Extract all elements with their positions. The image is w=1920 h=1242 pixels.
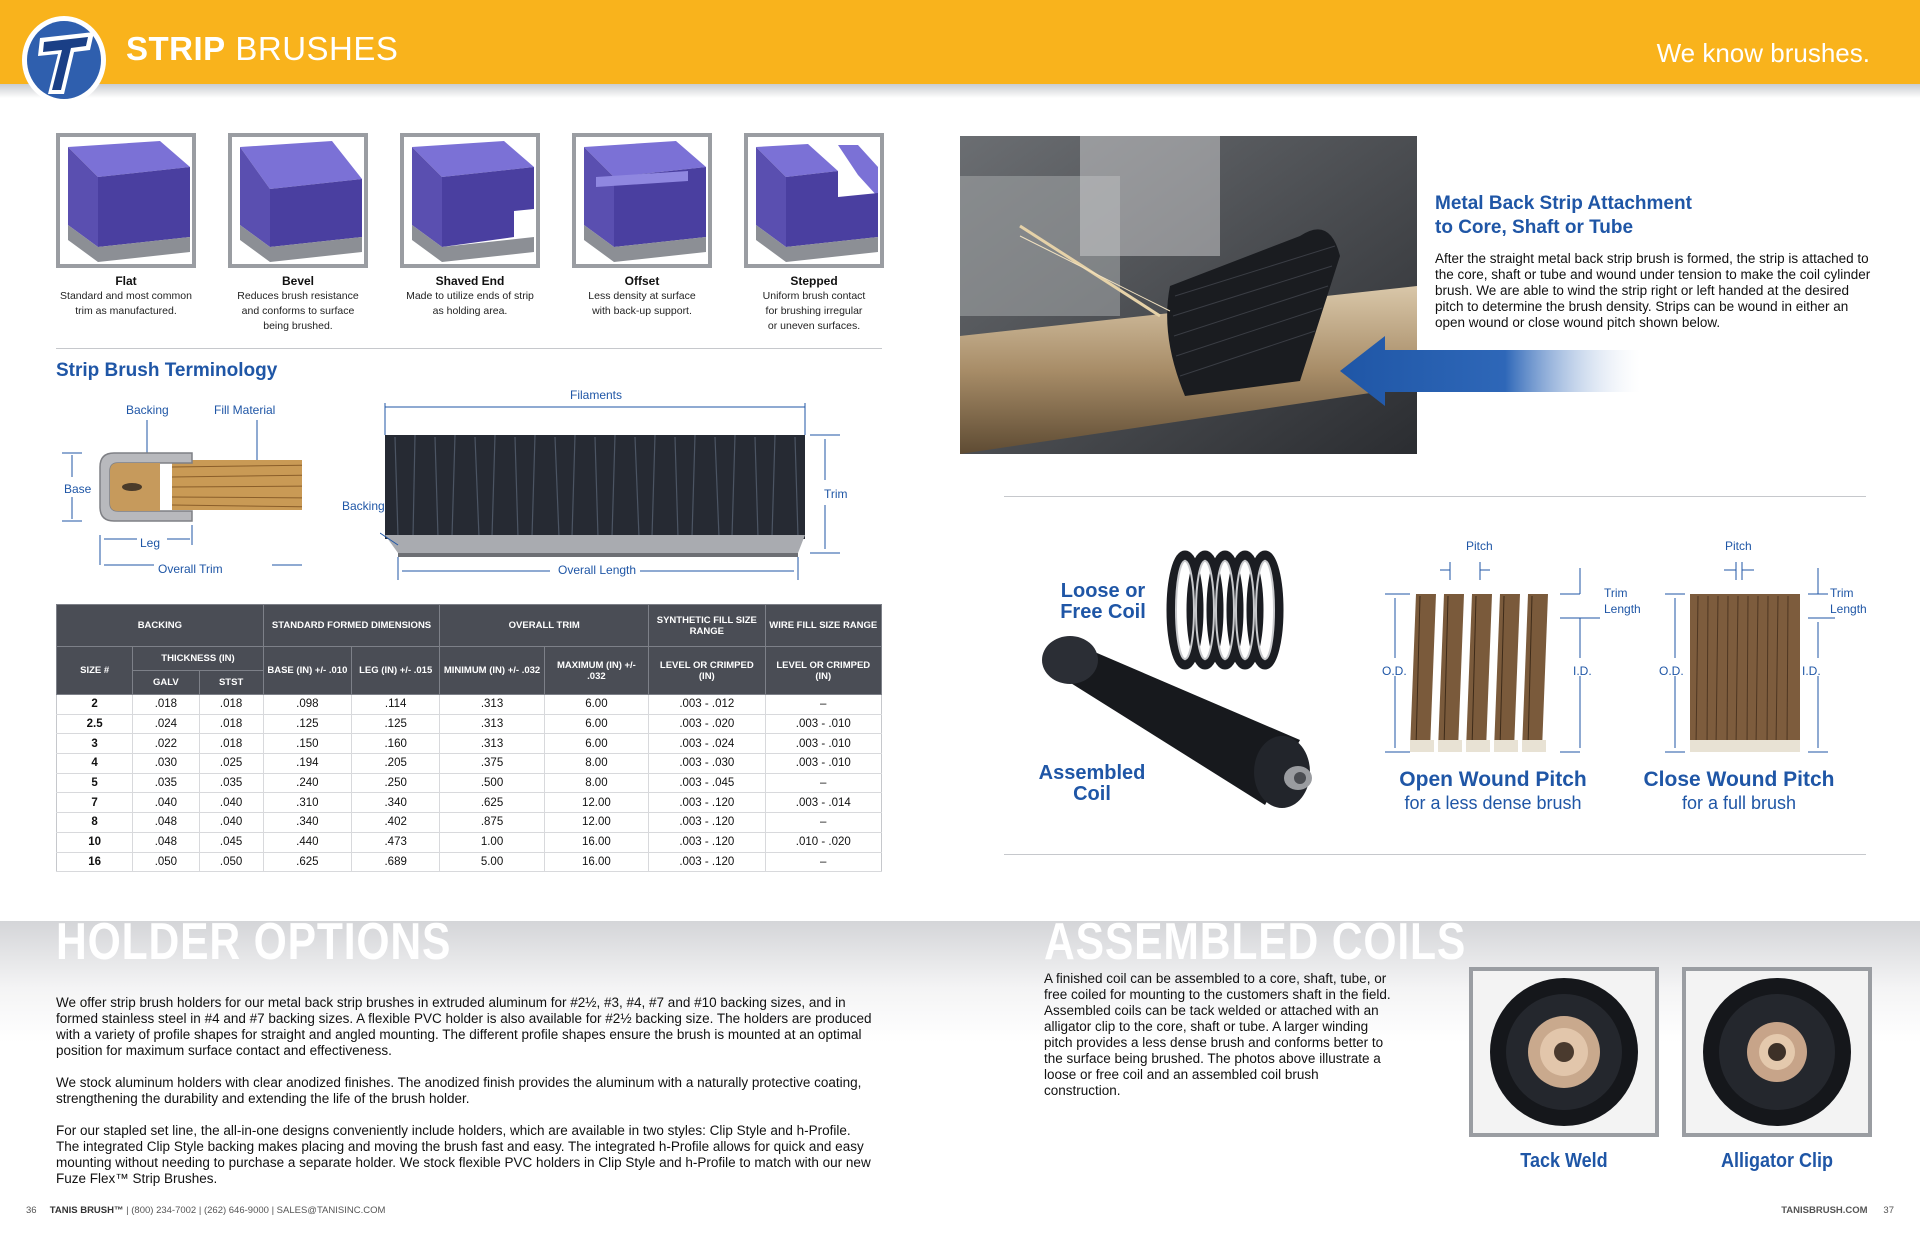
table-cell: .050 [199,852,263,872]
strip-brush-diagram [380,395,880,585]
table-cell: .024 [133,714,199,734]
table-row [57,773,882,793]
table-cell: .035 [199,773,263,793]
attachment-heading-line: Metal Back Strip Attachment [1435,193,1692,214]
label-backing-strip: Backing [342,499,385,513]
table-cell: .402 [352,813,440,833]
holder-options-body [56,995,876,1203]
alligator-clip-photo [1682,967,1872,1137]
trim-bevel-image [228,133,368,268]
open-wound-title: Open Wound Pitch [1399,768,1587,791]
title-light: BRUSHES [235,30,399,67]
label-overall-length: Overall Length [558,563,637,577]
table-cell: 12.00 [544,813,648,833]
close-od-label: O.D. [1659,664,1684,678]
th-backing: BACKING [57,605,264,647]
table-cell: .003 - .045 [649,773,765,793]
table-cell: .114 [352,695,440,715]
trim-shaved-end-desc [400,289,540,319]
trim-offset-desc [572,289,712,319]
table-cell: .689 [352,852,440,872]
coil-illustration [1010,540,1340,840]
holder-options-heading: HOLDER OPTIONS [56,913,452,971]
tanis-logo-icon [18,12,110,112]
page-number-left: 36 [26,1205,37,1216]
table-cell: 16.00 [544,832,648,852]
divider [56,348,882,349]
open-wound-subtitle: for a less dense brush [1404,793,1582,813]
table-row [57,714,882,734]
trim-flat-image [56,133,196,268]
open-od-label: O.D. [1382,664,1407,678]
trim-flat-desc [56,289,196,319]
th-standard: STANDARD FORMED DIMENSIONS [263,605,440,647]
table-cell: .018 [199,734,263,754]
th-wire: WIRE FILL SIZE RANGE [765,605,881,647]
trim-shaved-end [400,133,540,319]
attachment-body: After the straight metal back strip brush is formed, the strip is attached to the core, shaft or tube and wound under tension to make the coil cylinder brush. We are able to wind the strip right or left handed at the desired pitch to determine the brush density. Strips can be wound in either an open wound or close wound pitch shown below. [1435,251,1871,330]
table-cell: 2 [57,695,133,715]
table-cell: .003 - .030 [649,754,765,774]
table-cell: .194 [263,754,351,774]
spec-table [56,604,882,872]
table-cell: 12.00 [544,793,648,813]
arrow-left-icon [1340,336,1640,406]
trim-desc-line: with back-up support. [592,305,692,317]
table-cell: 4 [57,754,133,774]
table-cell: .048 [133,813,199,833]
table-cell: .205 [352,754,440,774]
close-trim-label: Trim [1830,586,1854,600]
table-cell: 8 [57,813,133,833]
trim-bevel-name: Bevel [281,274,315,288]
table-cell: 5.00 [440,852,544,872]
table-cell: .240 [263,773,351,793]
assembled-coil-label-line: Coil [1073,783,1111,805]
th-max: MAXIMUM (IN) +/- .032 [544,647,648,695]
backing-cross-section-diagram [52,415,302,575]
attachment-heading-line: to Core, Shaft or Tube [1435,217,1634,238]
svg-text:®: ® [98,103,104,110]
table-cell: .340 [263,813,351,833]
trim-offset [572,133,712,319]
table-cell: .048 [133,832,199,852]
table-cell: .003 - .010 [765,714,881,734]
table-cell: .040 [133,793,199,813]
table-row [57,695,882,715]
table-cell: .625 [440,793,544,813]
table-cell: 7 [57,793,133,813]
trim-desc-line: Uniform brush contact [762,290,866,302]
table-row [57,832,882,852]
table-cell: .003 - .010 [765,754,881,774]
label-leg: Leg [140,536,161,550]
table-cell: .440 [263,832,351,852]
table-cell: 6.00 [544,695,648,715]
trim-shaved-end-name: Shaved End [435,274,505,288]
assembled-coils-body: A finished coil can be assembled to a core, shaft, tube, or free coiled for mounting to the customers shaft in the field. Assembled coils can be tack welded or attached with an alligator clip to the core, shaft or tube. A larger winding pitch provides a less dense brush and conforms better to the surface being brushed. The photos above illustrate a loose or free coil and an assembled coil brush construction. [1044,971,1391,1098]
table-cell: .500 [440,773,544,793]
th-galv: GALV [133,671,199,695]
label-base: Base [64,482,92,496]
footer-site-link[interactable]: TANISBRUSH.COM [1781,1205,1868,1216]
table-cell: 3 [57,734,133,754]
table-cell: .003 - .024 [649,734,765,754]
table-cell: .310 [263,793,351,813]
table-cell: .003 - .120 [649,832,765,852]
terminology-title: Strip Brush Terminology [56,360,278,381]
table-cell: 8.00 [544,754,648,774]
table-cell: .003 - .120 [649,793,765,813]
table-cell: 2.5 [57,714,133,734]
trim-stepped [744,133,884,334]
table-cell: .003 - .010 [765,734,881,754]
table-cell: .040 [199,813,263,833]
table-cell: .098 [263,695,351,715]
open-pitch-label: Pitch [1466,539,1493,553]
tack-weld-photo [1469,967,1659,1137]
label-trim: Trim [824,487,848,501]
divider [1004,854,1866,855]
table-cell: .313 [440,695,544,715]
page-number-right: 37 [1883,1205,1894,1216]
open-trim-label: Trim [1604,586,1628,600]
close-wound-subtitle: for a full brush [1681,793,1797,813]
th-synthetic: SYNTHETIC FILL SIZE RANGE [649,605,765,647]
trim-desc-line: Standard and most common [60,290,192,302]
table-cell: .160 [352,734,440,754]
close-id-label: I.D. [1802,664,1821,678]
trim-stepped-desc [744,289,884,334]
table-cell: .040 [199,793,263,813]
trim-desc-line: being brushed. [263,320,333,332]
table-cell: .313 [440,734,544,754]
trim-flat [56,133,196,319]
table-cell: 16.00 [544,852,648,872]
trim-desc-line: Reduces brush resistance [237,290,359,302]
table-row [57,813,882,833]
table-row [57,754,882,774]
footer-right [1781,1205,1894,1216]
footer-brand: TANIS BRUSH™ [49,1205,124,1216]
th-level-synthetic: LEVEL OR CRIMPED (IN) [649,647,765,695]
close-wound-title: Close Wound Pitch [1643,768,1835,791]
th-stst: STST [199,671,263,695]
label-overall-trim: Overall Trim [158,562,223,576]
label-filaments: Filaments [570,388,623,402]
table-cell: .003 - .120 [649,852,765,872]
table-cell: .010 - .020 [765,832,881,852]
close-length-label: Length [1830,602,1867,616]
table-cell: .625 [263,852,351,872]
trim-shaved-end-image [400,133,540,268]
table-row [57,734,882,754]
open-length-label: Length [1604,602,1641,616]
table-cell: .875 [440,813,544,833]
trim-desc-line: as holding area. [432,305,508,317]
close-pitch-label: Pitch [1725,539,1752,553]
table-cell: .003 - .120 [649,813,765,833]
table-cell: .050 [133,852,199,872]
table-cell: .150 [263,734,351,754]
trim-offset-image [572,133,712,268]
trim-desc-line: or uneven surfaces. [767,320,861,332]
attachment-photo [960,136,1417,454]
table-cell: .018 [199,695,263,715]
th-thickness: THICKNESS (IN) [133,647,263,671]
table-cell: .250 [352,773,440,793]
page-title [126,30,398,68]
table-row [57,852,882,872]
table-cell: 6.00 [544,714,648,734]
assembled-coil-label-line: Assembled [1038,762,1146,784]
table-cell: .018 [133,695,199,715]
table-cell: .375 [440,754,544,774]
table-cell: 5 [57,773,133,793]
trim-bevel [228,133,368,334]
table-cell: .025 [199,754,263,774]
footer-contacts: | (800) 234-7002 | (262) 646-9000 | SALES@TANISINC.COM [126,1205,386,1216]
trim-bevel-desc [228,289,368,334]
label-fill-material: Fill Material [214,403,276,417]
table-cell: .125 [263,714,351,734]
table-cell: .340 [352,793,440,813]
holder-paragraph: For our stapled set line, the all-in-one designs conveniently include holders, which are available in two styles: Clip Style and h-Profile. The integrated Clip Style backing makes placing and moving the brush fast and easy. The integrated h-Profile allows for quick and easy mounting without needing to purchase a separate holder. We stock flexible PVC holders in Clip Style and h-Profile to match with our new Fuze Flex™ Strip Brushes. [56,1123,871,1186]
holder-paragraph: We offer strip brush holders for our metal back strip brushes in extruded aluminum for #2½, #3, #4, #7 and #10 backing sizes, and in formed stainless steel in #4 and #7 backing sizes. A flexible PVC holder is also available for #2½ backing size. The holders are produced with a variety of profile shapes for straight and angled mounting. The different profile shapes ensure the brush is mounted at an optimal position for maximum surface contact and effectiveness. [56,995,872,1058]
table-cell: .473 [352,832,440,852]
trim-desc-line: Less density at surface [588,290,696,302]
th-overall-trim: OVERALL TRIM [440,605,649,647]
alligator-clip-caption: Alligator Clip [1720,1150,1833,1172]
table-cell: 6.00 [544,734,648,754]
table-cell: .030 [133,754,199,774]
label-backing: Backing [126,403,169,417]
table-cell: .125 [352,714,440,734]
trim-flat-name: Flat [115,274,137,288]
open-id-label: I.D. [1573,664,1592,678]
table-cell: .045 [199,832,263,852]
table-cell: – [765,852,881,872]
trim-desc-line: for brushing irregular [765,305,863,317]
trim-stepped-image [744,133,884,268]
tagline: We know brushes. [1656,38,1870,68]
table-cell: .313 [440,714,544,734]
table-cell: .035 [133,773,199,793]
table-cell: 1.00 [440,832,544,852]
table-cell: 10 [57,832,133,852]
table-cell: .003 - .012 [649,695,765,715]
loose-coil-label-line: Free Coil [1060,601,1146,623]
attachment-heading [1435,192,1692,240]
table-cell: – [765,813,881,833]
open-wound-diagram [1380,550,1620,760]
table-cell: .018 [199,714,263,734]
table-cell: .022 [133,734,199,754]
th-min: MINIMUM (IN) +/- .032 [440,647,544,695]
table-cell: – [765,695,881,715]
holder-paragraph: We stock aluminum holders with clear anodized finishes. The anodized finish provides the aluminum with a naturally protective coating, strengthening the durability and extending the life of the brush holder. [56,1075,862,1106]
trim-offset-name: Offset [624,274,660,288]
table-cell: – [765,773,881,793]
th-leg: LEG (IN) +/- .015 [352,647,440,695]
trim-desc-line: trim as manufactured. [75,305,177,317]
loose-coil-label-line: Loose or [1060,580,1146,602]
header-shadow [0,84,1920,98]
th-level-wire: LEVEL OR CRIMPED (IN) [765,647,881,695]
th-base: BASE (IN) +/- .010 [263,647,351,695]
tack-weld-caption: Tack Weld [1520,1150,1608,1172]
title-bold: STRIP [126,30,226,67]
close-wound-diagram [1660,550,1860,760]
table-row [57,793,882,813]
table-cell: 16 [57,852,133,872]
trim-stepped-name: Stepped [790,274,838,288]
trim-desc-line: Made to utilize ends of strip [406,290,534,302]
th-size: SIZE # [57,647,133,695]
table-cell: 8.00 [544,773,648,793]
divider [1004,496,1866,497]
assembled-coils-heading: ASSEMBLED COILS [1044,913,1467,971]
footer-left [26,1205,385,1216]
table-cell: .003 - .014 [765,793,881,813]
table-cell: .003 - .020 [649,714,765,734]
trim-desc-line: and conforms to surface [241,305,355,317]
